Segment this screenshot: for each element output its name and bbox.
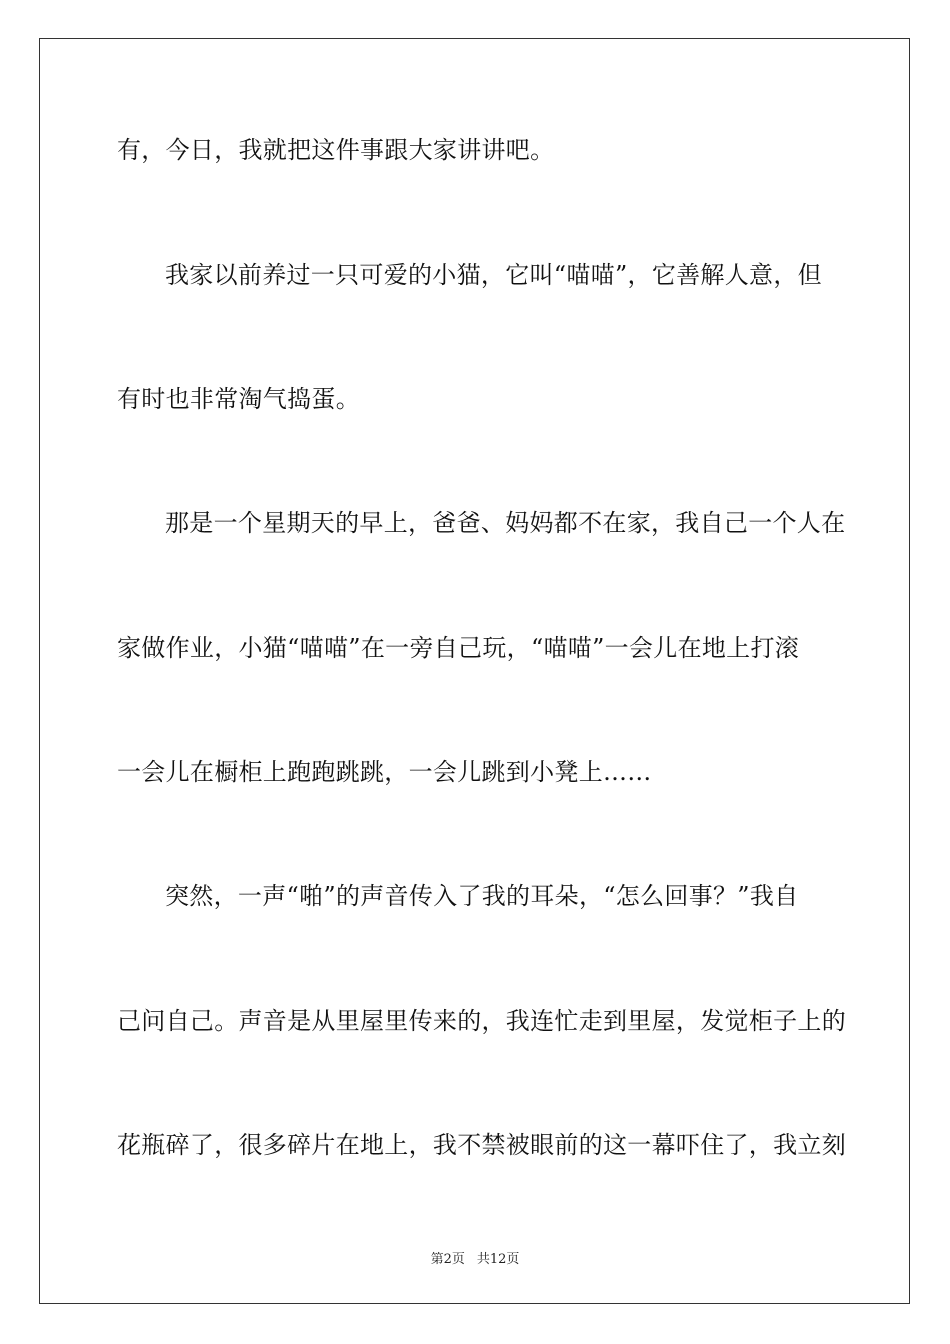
text-line: 我家以前养过一只可爱的小猫，它叫“喵喵”，它善解人意，但 [165, 261, 822, 289]
page-total: 共12页 [476, 1252, 520, 1267]
page-border [39, 38, 910, 1304]
text-line: 突然，一声“啪”的声音传入了我的耳朵，“怎么回事？”我自 [165, 882, 799, 910]
text-line: 一会儿在橱柜上跑跑跳跳，一会儿跳到小凳上…… [117, 758, 652, 786]
text-line: 那是一个星期天的早上，爸爸、妈妈都不在家，我自己一个人在 [165, 509, 846, 537]
text-line: 己问自己。声音是从里屋里传来的，我连忙走到里屋，发觉柜子上的 [117, 1007, 846, 1035]
text-line: 有时也非常淘气捣蛋。 [117, 385, 360, 413]
text-line: 家做作业，小猫“喵喵”在一旁自己玩，“喵喵”一会儿在地上打滚 [117, 634, 800, 662]
page-footer [0, 1248, 950, 1267]
text-line: 有，今日，我就把这件事跟大家讲讲吧。 [117, 136, 555, 164]
page-number: 第2页 [430, 1252, 465, 1267]
text-line: 花瓶碎了，很多碎片在地上，我不禁被眼前的这一幕吓住了，我立刻 [117, 1131, 846, 1159]
